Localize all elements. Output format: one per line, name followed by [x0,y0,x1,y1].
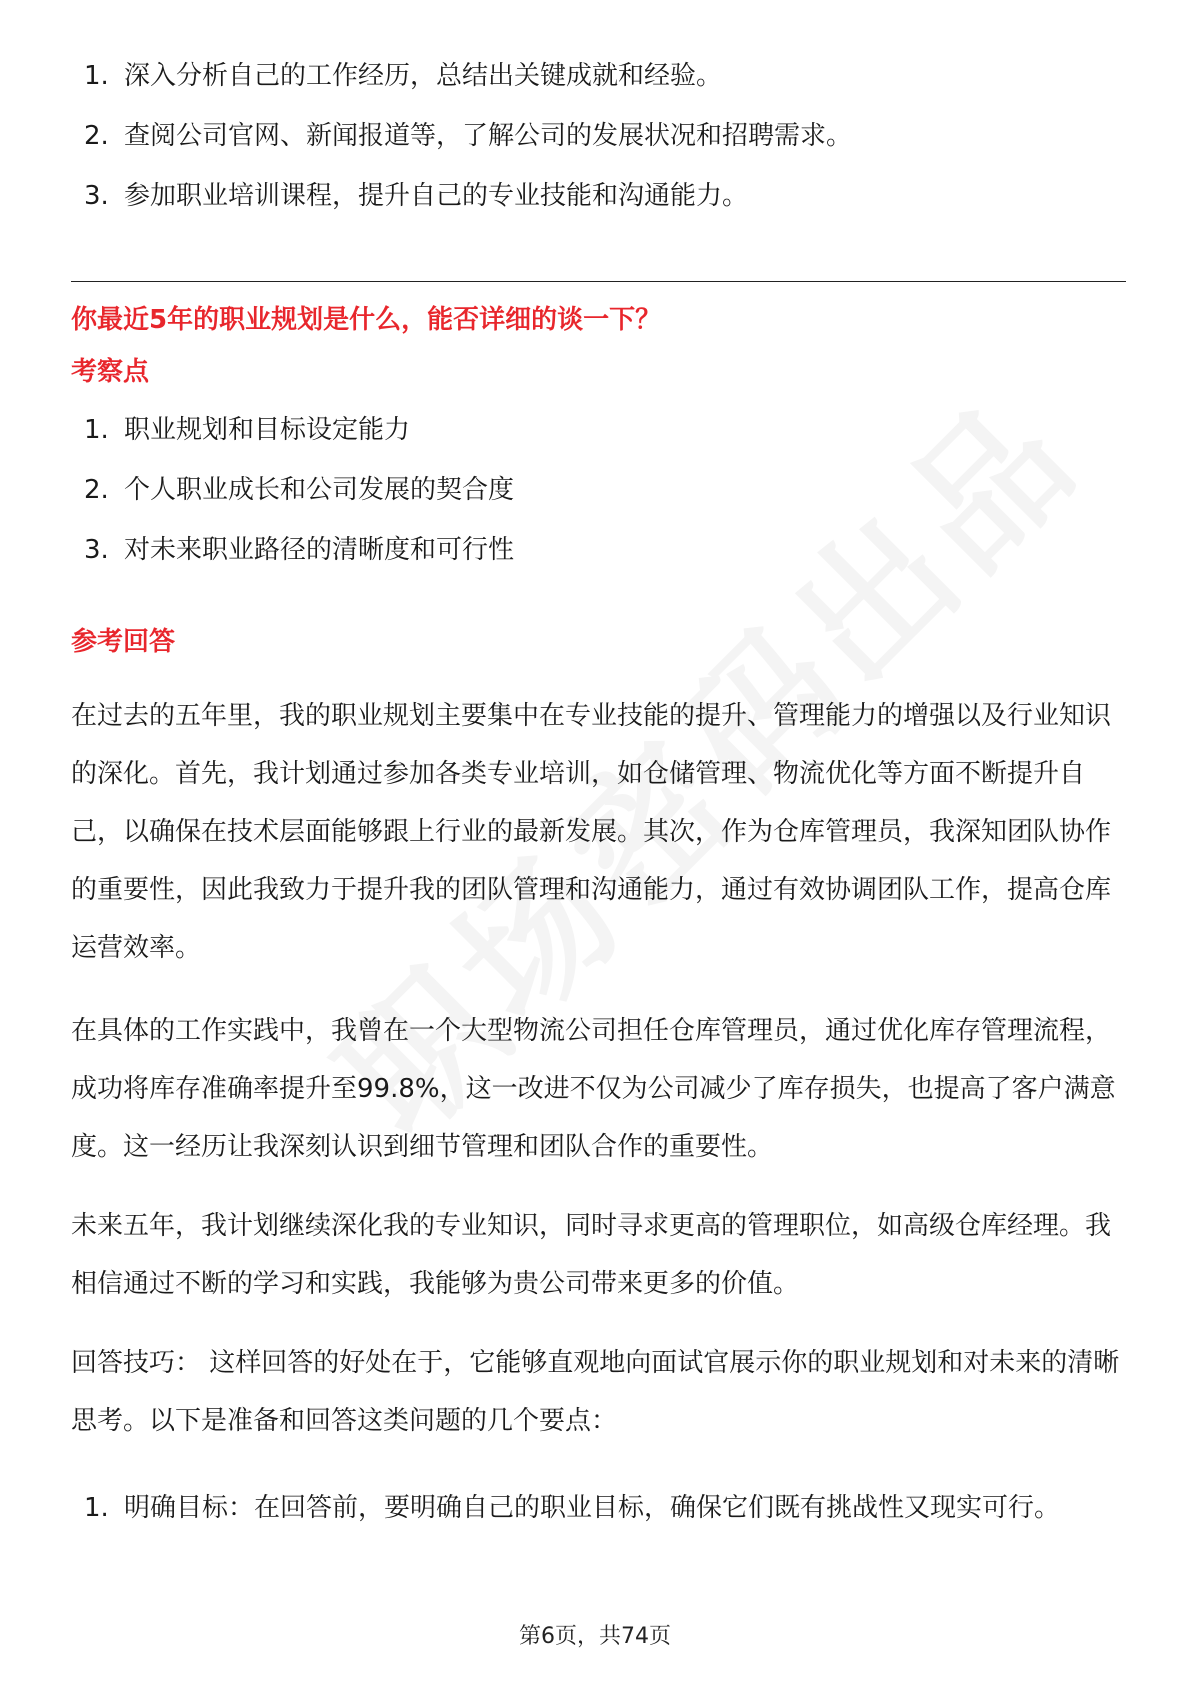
tips-list [84,1478,1124,1538]
focus-heading: 考察点 [71,357,150,387]
page-footer: 第6页，共74页 [519,1624,671,1649]
list-item [84,1478,1124,1538]
list-number: 1. [84,415,109,445]
focus-list [84,400,514,580]
list-item [84,166,852,226]
top-list [84,46,852,226]
list-number: 1. [84,61,109,91]
answer-tips-paragraph: 回答技巧： 这样回答的好处在于，它能够直观地向面试官展示你的职业规划和对未来的清晰思考。以下是准备和回答这类问题的几个要点： [71,1348,1120,1436]
list-item [84,520,514,580]
list-item [84,460,514,520]
list-text: 查阅公司官网、新闻报道等，了解公司的发展状况和招聘需求。 [124,121,853,151]
list-number: 2. [84,475,109,505]
list-text: 明确目标：在回答前，要明确自己的职业目标，确保它们既有挑战性又现实可行。 [124,1493,1061,1523]
list-item [84,106,852,166]
question-title: 你最近5年的职业规划是什么，能否详细的谈一下？ [71,305,662,335]
list-text: 对未来职业路径的清晰度和可行性 [124,535,515,565]
answer-paragraph-3: 未来五年，我计划继续深化我的专业知识，同时寻求更高的管理职位，如高级仓库经理。我相信通过不断的学习和实践，我能够为贵公司带来更多的价值。 [71,1211,1112,1299]
list-text: 个人职业成长和公司发展的契合度 [124,475,515,505]
list-number: 3. [84,535,109,565]
list-number: 1. [84,1493,109,1523]
list-number: 2. [84,121,109,151]
answer-paragraph-2: 在具体的工作实践中，我曾在一个大型物流公司担任仓库管理员，通过优化库存管理流程，成功将库存准确率提升至99.8%，这一改进不仅为公司减少了库存损失，也提高了客户满意度。这一经历让我深刻认识到细节管理和团队合作的重要性。 [71,1016,1116,1162]
answer-heading: 参考回答 [71,627,176,657]
list-item [84,46,852,106]
section-divider [71,281,1126,282]
list-text: 职业规划和目标设定能力 [124,415,411,445]
list-number: 3. [84,181,109,211]
answer-paragraph-1: 在过去的五年里，我的职业规划主要集中在专业技能的提升、管理能力的增强以及行业知识的深化。首先，我计划通过参加各类专业培训，如仓储管理、物流优化等方面不断提升自己，以确保在技术层面能够跟上行业的最新发展。其次，作为仓库管理员，我深知团队协作的重要性，因此我致力于提升我的团队管理和沟通能力，通过有效协调团队工作，提高仓库运营效率。 [71,701,1112,963]
list-text: 深入分析自己的工作经历，总结出关键成就和经验。 [124,61,723,91]
list-text: 参加职业培训课程，提升自己的专业技能和沟通能力。 [124,181,749,211]
list-item [84,400,514,460]
